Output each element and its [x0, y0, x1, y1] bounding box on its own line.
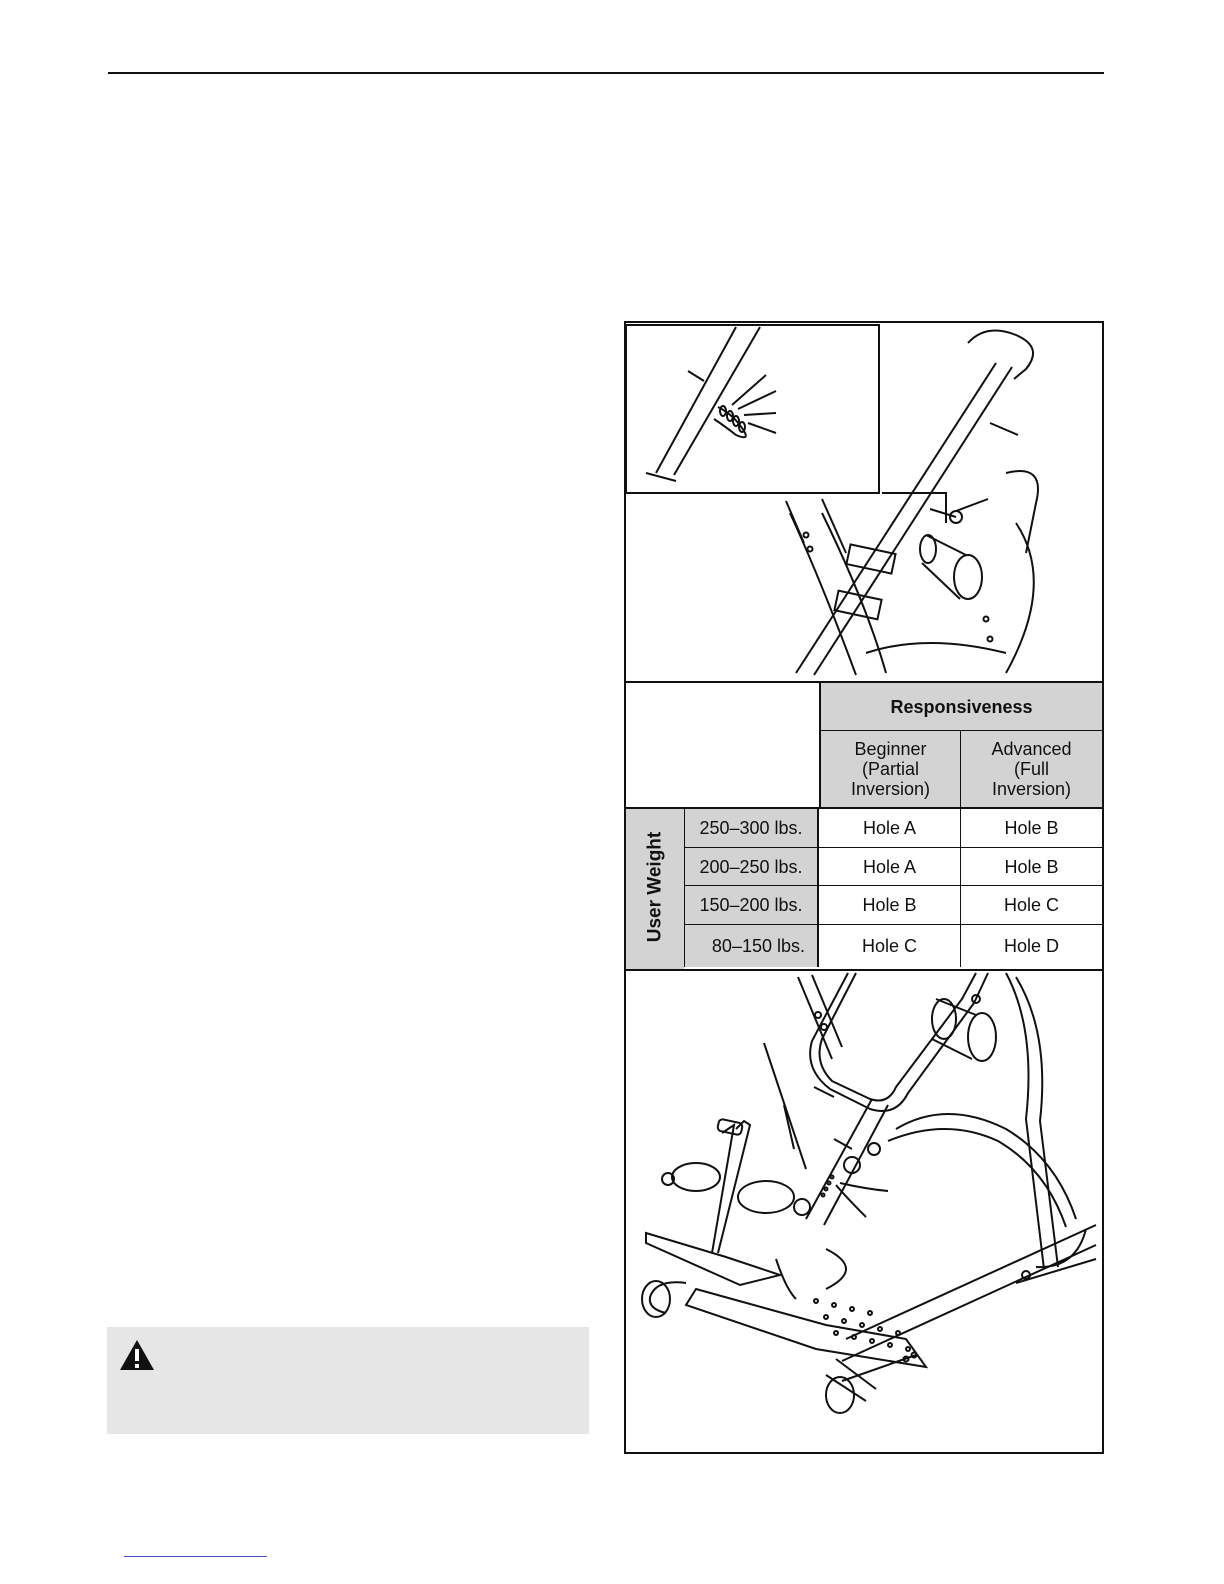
advanced-cell: Hole B [961, 847, 1102, 885]
advanced-header [961, 731, 1102, 807]
beginner-cell: Hole A [819, 847, 961, 885]
beginner-cell: Hole A [819, 807, 961, 847]
beginner-cell: Hole B [819, 885, 961, 924]
beginner-cell: Hole C [819, 924, 961, 967]
weight-cell: 250–300 lbs. [684, 807, 819, 847]
warning-triangle-icon [118, 1338, 156, 1372]
user-weight-label-wrap [626, 807, 684, 967]
top-rule [108, 72, 1104, 74]
user-weight-label: User Weight [644, 831, 666, 943]
weight-cell: 200–250 lbs. [684, 847, 819, 885]
advanced-cell: Hole D [961, 924, 1102, 967]
beginner-header-line-2: (Partial [861, 759, 919, 779]
responsiveness-header: Responsiveness [819, 683, 1102, 731]
beginner-header-line-3: Inversion) [850, 779, 931, 799]
weight-cell: 80–150 lbs. [684, 924, 819, 967]
beginner-header [819, 731, 961, 807]
advanced-header-line-2: (Full [1014, 759, 1049, 779]
weight-cell: 150–200 lbs. [684, 885, 819, 924]
bottom-link-underline[interactable] [124, 1556, 267, 1557]
bottom-illustration [626, 969, 1102, 1452]
advanced-cell: Hole C [961, 885, 1102, 924]
warning-box [107, 1327, 589, 1434]
adjustment-figure [624, 321, 1104, 1454]
beginner-header-line-1: Beginner [854, 739, 927, 759]
responsiveness-table [626, 681, 1102, 971]
top-illustration [626, 323, 1102, 679]
advanced-cell: Hole B [961, 807, 1102, 847]
advanced-header-line-3: Inversion) [991, 779, 1072, 799]
advanced-header-line-1: Advanced [991, 739, 1072, 759]
